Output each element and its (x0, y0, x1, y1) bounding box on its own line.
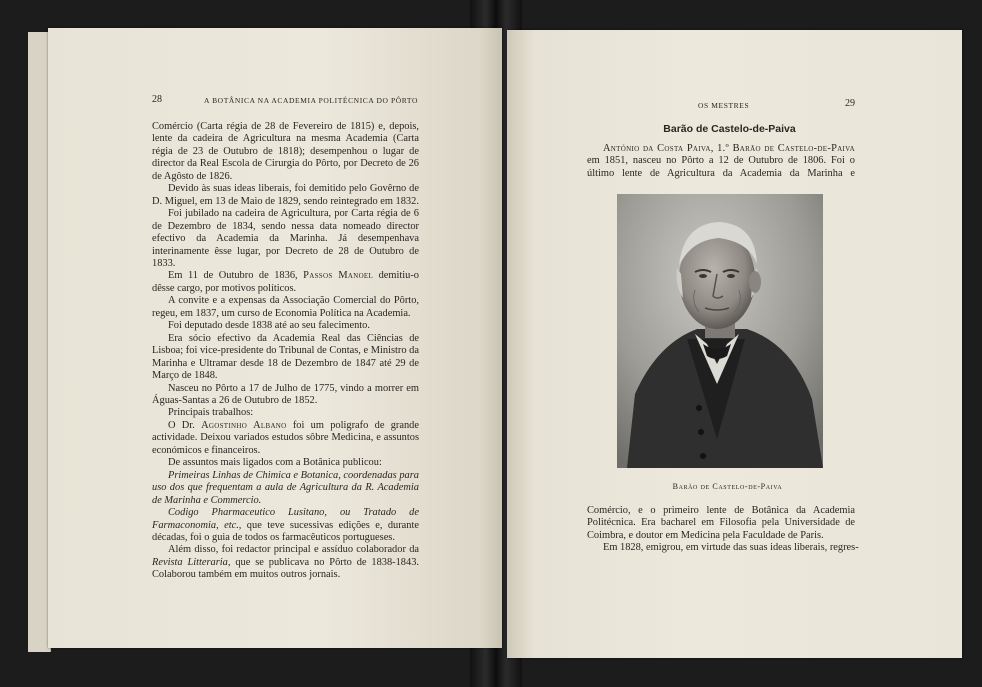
right-last-paragraph: Em 1828, emigrou, em virtude das suas ideas liberais, regres- (603, 542, 859, 553)
paragraph (152, 183, 419, 208)
paragraph (152, 457, 419, 469)
paragraph-run: Além disso, foi redactor principal e assíduo colaborador da (168, 544, 419, 556)
right-running-head: OS MESTRES (698, 101, 750, 110)
left-running-head: A BOTÂNICA NA ACADEMIA POLITÉCNICA DO PÔRTO (204, 96, 418, 105)
paragraph-run: De assuntos mais ligados com a Botânica publicou: (168, 457, 382, 469)
paragraph-run: que se publicava no Pôrto de 1838-1843. Colaborou também em muitos outros jornais. (152, 556, 419, 581)
paragraph-run: Era sócio efectivo da Academia Real das Ciências de Lisboa; foi vice-presidente do Tribunal de Contas, e Ministro da Marinha e Ultramar desde 18 de Dezembro de 1847 até 29 de Março de 1848. (152, 332, 419, 382)
paragraph (152, 320, 419, 332)
intro-run: em 1851, nasceu no Pôrto a 12 de Outubro de 1806. Foi o último lente de Agricultura da Academia da Marinha e (587, 155, 855, 179)
paragraph (152, 383, 419, 408)
right-continued-text (587, 505, 855, 543)
left-page (48, 28, 502, 648)
intro-paragraph (587, 143, 855, 181)
paragraph-run: Em 11 de Outubro de 1836, (168, 270, 304, 282)
left-page-number: 28 (152, 94, 162, 105)
paragraph-run: Codigo Pharmaceutico Lusitano, ou Tratado de Farmaconomia, etc., (152, 507, 419, 531)
section-heading: Barão de Castelo-de-Paiva (663, 123, 796, 135)
paragraph-run: que teve sucessivas edições e, durante décadas, foi o guia de todos os farmacêuticos portugueses. (152, 519, 419, 543)
paragraph (152, 208, 419, 270)
intro-paragraph-continued (587, 505, 855, 542)
portrait-photo (617, 194, 823, 468)
right-page (507, 30, 962, 658)
paragraph (152, 470, 419, 507)
paragraph-run: O Dr. (168, 419, 202, 431)
paragraph-run: Agostinho Albano (201, 419, 287, 431)
right-page-number: 29 (845, 98, 855, 109)
intro-cont-run: Comércio, e o primeiro lente de Botânica da Academia Politécnica. Era bacharel em Filosofia pela Universidade de Coimbra, e doutor em Medicina pela Faculdade de Paris. (587, 505, 855, 541)
paragraph (152, 407, 419, 419)
paragraph (152, 333, 419, 383)
paragraph-run: Devido às suas ideas liberais, foi demitido pelo Govêrno de D. Miguel, em 13 de Maio de 1829, sendo reintegrado em 1832. (152, 183, 419, 207)
left-body-text (152, 121, 419, 582)
paragraph (152, 270, 419, 295)
paragraph (152, 121, 419, 183)
paragraph-run: Foi jubilado na cadeira de Agricultura, por Carta régia de 6 de Dezembro de 1834, sendo nessa data nomeado director efectivo da Academia da Marinha. Já desempenhava interinamente êsse lugar, por Decreto de 28 de Outubro de 1833. (152, 208, 419, 269)
portrait-caption: Barão de Castelo-de-Paiva (672, 482, 783, 491)
intro-continuation (587, 505, 855, 542)
paragraph-run: A convite e a expensas da Associação Comercial do Pôrto, regeu, em 1837, um curso de Economia Política na Academia. (152, 295, 419, 319)
paragraph-run: Passos Manoel (303, 270, 374, 282)
paragraph-run: Revista Litteraria, (152, 556, 231, 568)
paragraph-run: Nasceu no Pôrto a 17 de Julho de 1775, vindo a morrer em Águas-Santas a 26 de Outubro de 1852. (152, 382, 419, 406)
portrait-illustration (617, 194, 823, 468)
paragraph-run: demitiu-o dêsse cargo, por motivos políticos. (152, 270, 419, 294)
paragraph-run: Comércio (Carta régia de 28 de Fevereiro de 1815) e, depois, lente da cadeira de Agricultura na mesma Academia (Carta régia de 23 de Outubro de 1818); desempenhou o lugar de director da Real Escola de Cirurgia do Pôrto, por Decreto de 26 de Agôsto de 1826. (152, 121, 419, 182)
paragraph (152, 544, 419, 581)
paragraph-run: Primeiras Linhas de Chimica e Botanica, coordenadas para uso dos que frequentam a aula de Agricultura da R. Academia de Marinha e Commercio. (152, 469, 419, 506)
paragraph-run: Principais trabalhos: (168, 407, 254, 419)
right-intro-text (587, 143, 855, 181)
paragraph (152, 295, 419, 320)
paragraph-run: foi um poligrafo de grande actividade. Deixou variados estudos sôbre Medicina, e assuntos económicos e financeiros. (152, 419, 419, 456)
intro-run: António da Costa Paiva, 1.º Barão de Castelo-de-Paiva (603, 143, 855, 154)
paragraph (152, 507, 419, 544)
paragraph-run: Foi deputado desde 1838 até ao seu falecimento. (168, 320, 370, 332)
paragraph (152, 420, 419, 457)
